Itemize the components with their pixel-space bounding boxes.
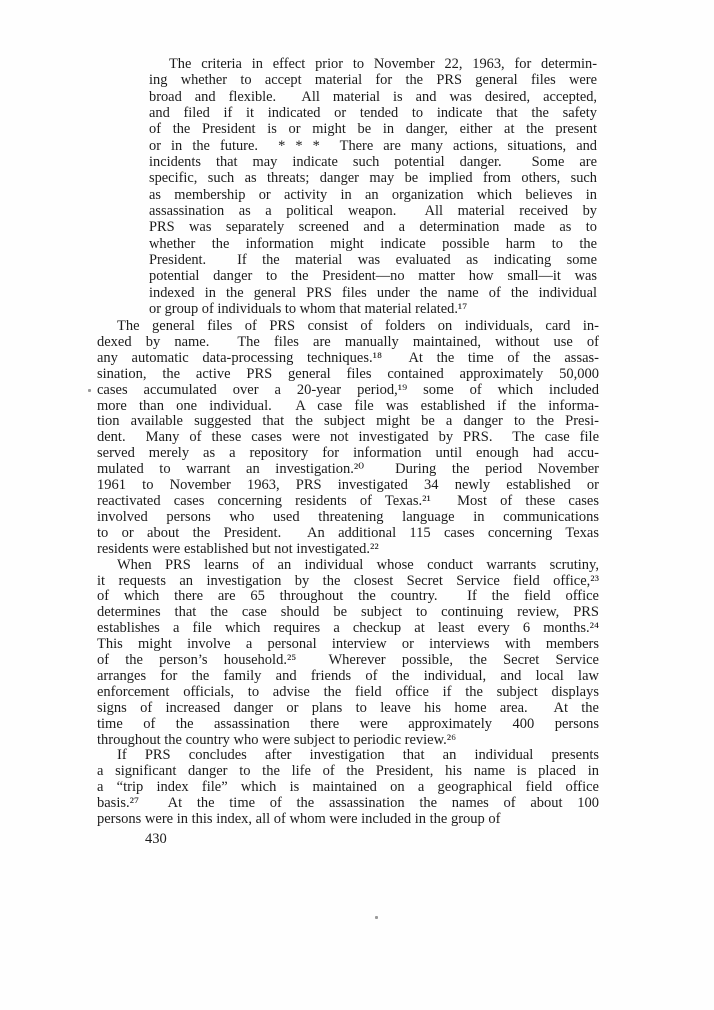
text-line: arranges for the family and friends of the individual, and local law — [97, 667, 599, 684]
scan-speck — [375, 916, 378, 919]
scan-speck — [88, 389, 91, 392]
text-line: or in the future. * * * There are many actions, situations, and — [149, 137, 597, 154]
text-line: to or about the President. An additional 115 cases concerning Texas — [97, 524, 599, 541]
text-line: involved persons who used threatening language in communications — [97, 508, 599, 525]
paragraph — [97, 558, 599, 749]
text-line: When PRS learns of an individual whose conduct warrants scrutiny, — [117, 556, 599, 573]
text-line: 1961 to November 1963, PRS investigated 34 newly established or — [97, 477, 599, 494]
text-line: signs of increased danger or plans to leave his home area. At the — [97, 699, 599, 716]
text-line: mulated to warrant an investigation.²⁰ During the period November — [97, 461, 599, 478]
page-number: 430 — [145, 831, 167, 847]
text-line: tion available suggested that the subject might be a danger to the Presi- — [97, 413, 599, 430]
text-line: whether the information might indicate possible harm to the — [149, 235, 597, 252]
text-line: or group of individuals to whom that material related.¹⁷ — [149, 300, 468, 317]
text-line: time of the assassination there were approximately 400 persons — [97, 715, 599, 732]
text-line: enforcement officials, to advise the field office if the subject displays — [97, 683, 599, 700]
text-line: served merely as a repository for information until enough had accu- — [97, 445, 599, 462]
text-line: If PRS concludes after investigation that an individual presents — [117, 747, 599, 764]
text-line: The criteria in effect prior to November 22, 1963, for determin- — [169, 56, 597, 72]
text-line: a significant danger to the life of the President, his name is placed in — [97, 763, 599, 780]
text-line: of which there are 65 throughout the country. If the field office — [97, 588, 599, 605]
text-line: basis.²⁷ At the time of the assassination the names of about 100 — [97, 795, 599, 812]
text-line: determines that the case should be subject to continuing review, PRS — [97, 604, 599, 621]
text-line: establishes a file which requires a checkup at least every 6 months.²⁴ — [97, 620, 599, 637]
text-line: reactivated cases concerning residents of Texas.²¹ Most of these cases — [97, 492, 599, 509]
paragraph — [97, 748, 599, 828]
text-line: and filed if it indicated or tended to indicate that the safety — [149, 104, 597, 121]
block-quote — [149, 56, 597, 317]
text-line: President. If the material was evaluated as indicating some — [149, 251, 597, 268]
text-line: dexed by name. The files are manually maintained, without use of — [97, 333, 599, 350]
text-line: throughout the country who were subject to periodic review.²⁶ — [97, 731, 457, 748]
text-line: PRS was separately screened and a determination made as to — [149, 219, 597, 236]
text-line: of the person’s household.²⁵ Wherever possible, the Secret Service — [97, 652, 599, 669]
text-line: it requests an investigation by the closest Secret Service field office,²³ — [97, 572, 599, 589]
text-line: any automatic data-processing techniques.¹⁸ At the time of the assas- — [97, 349, 599, 366]
body-text — [97, 319, 599, 828]
text-line: The general files of PRS consist of folders on individuals, card in- — [117, 318, 599, 334]
text-line: sination, the active PRS general files contained approximately 50,000 — [97, 365, 599, 382]
text-line: dent. Many of these cases were not investigated by PRS. The case file — [97, 429, 599, 446]
text-line: more than one individual. A case file was established if the informa- — [97, 397, 599, 414]
text-line: incidents that may indicate such potential danger. Some are — [149, 153, 597, 170]
text-line: as membership or activity in an organization which believes in — [149, 186, 597, 203]
text-line: assassination as a political weapon. All material received by — [149, 202, 597, 219]
text-line: cases accumulated over a 20-year period,¹⁹ some of which included — [97, 381, 599, 398]
text-line: broad and flexible. All material is and was desired, accepted, — [149, 88, 597, 105]
text-line: This might involve a personal interview or interviews with members — [97, 636, 599, 653]
text-line: persons were in this index, all of whom were included in the group of — [97, 811, 501, 828]
text-line: a “trip index file” which is maintained on a geographical field office — [97, 779, 599, 796]
text-line: ing whether to accept material for the PRS general files were — [149, 72, 597, 89]
text-line: of the President is or might be in danger, either at the present — [149, 121, 597, 138]
text-line: residents were established but not investigated.²² — [97, 540, 379, 557]
text-line: potential danger to the President—no matter how small—it was — [149, 268, 597, 285]
text-line: specific, such as threats; danger may be implied from others, such — [149, 170, 597, 187]
paragraph — [97, 319, 599, 558]
text-line: indexed in the general PRS files under the name of the individual — [149, 284, 597, 301]
